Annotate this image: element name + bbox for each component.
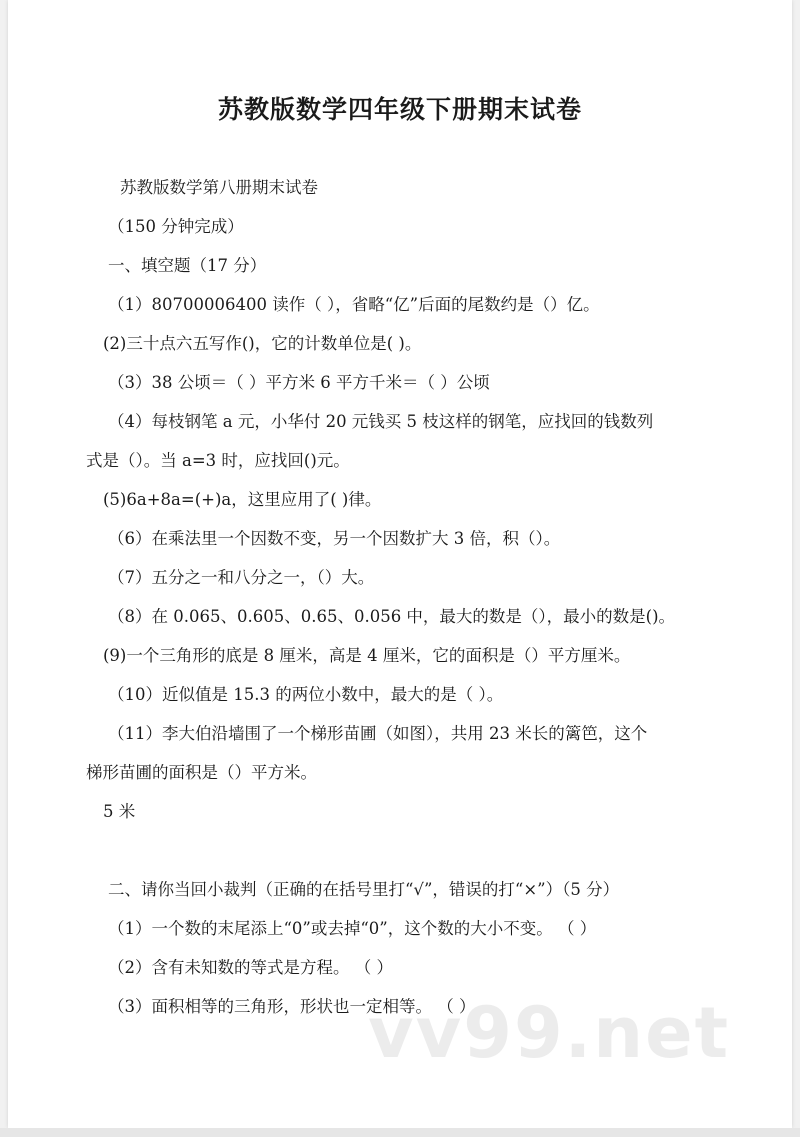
subtitle: 苏教版数学第八册期末试卷 xyxy=(120,178,318,197)
question-line: （8）在 0.065、0.605、0.65、0.056 中，最大的数是（），最小的数是()。 xyxy=(108,607,676,626)
judge-item: （2）含有未知数的等式是方程。 （ ） xyxy=(108,958,393,977)
question-line: （6）在乘法里一个因数不变，另一个因数扩大 3 倍，积（）。 xyxy=(108,529,561,548)
question-line: (2)三十点六五写作()，它的计数单位是( )。 xyxy=(103,334,422,353)
question-line: （11）李大伯沿墙围了一个梯形苗圃（如图），共用 23 米长的篱笆，这个 xyxy=(108,724,648,743)
figure-label: 5 米 xyxy=(103,802,136,821)
section-heading-2: 二、请你当回小裁判（正确的在括号里打“√”，错误的打“×”）（5 分） xyxy=(108,880,620,899)
question-line: （1）80700006400 读作（ ），省略“亿”后面的尾数约是（）亿。 xyxy=(108,295,600,314)
question-line: （4）每枝钢笔 a 元，小华付 20 元钱买 5 枝这样的钢笔，应找回的钱数列 xyxy=(108,412,654,431)
question-line: (9)一个三角形的底是 8 厘米，高是 4 厘米，它的面积是（）平方厘米。 xyxy=(103,646,631,665)
question-line: （10）近似值是 15.3 的两位小数中，最大的是（ ）。 xyxy=(108,685,504,704)
question-line-continued: 梯形苗圃的面积是（）平方米。 xyxy=(86,763,317,782)
question-line-continued: 式是（）。当 a=3 时，应找回()元。 xyxy=(86,451,350,470)
page-title: 苏教版数学四年级下册期末试卷 xyxy=(217,95,582,124)
judge-item: （1）一个数的末尾添上“0”或去掉“0”，这个数的大小不变。 （ ） xyxy=(108,919,597,938)
judge-item: （3）面积相等的三角形，形状也一定相等。 （ ） xyxy=(108,997,476,1016)
question-line: （7）五分之一和八分之一，（）大。 xyxy=(108,568,375,587)
section-heading-1: 一、填空题（17 分） xyxy=(108,256,267,275)
watermark: vv99.net xyxy=(368,992,731,1074)
time-note: （150 分钟完成） xyxy=(108,217,244,236)
question-line: （3）38 公顷＝（ ）平方米 6 平方千米＝（ ）公顷 xyxy=(108,373,490,392)
question-line: (5)6a+8a=(+)a，这里应用了( )律。 xyxy=(103,490,382,509)
page-bottom-edge xyxy=(0,1128,800,1137)
document-page xyxy=(8,0,792,1128)
